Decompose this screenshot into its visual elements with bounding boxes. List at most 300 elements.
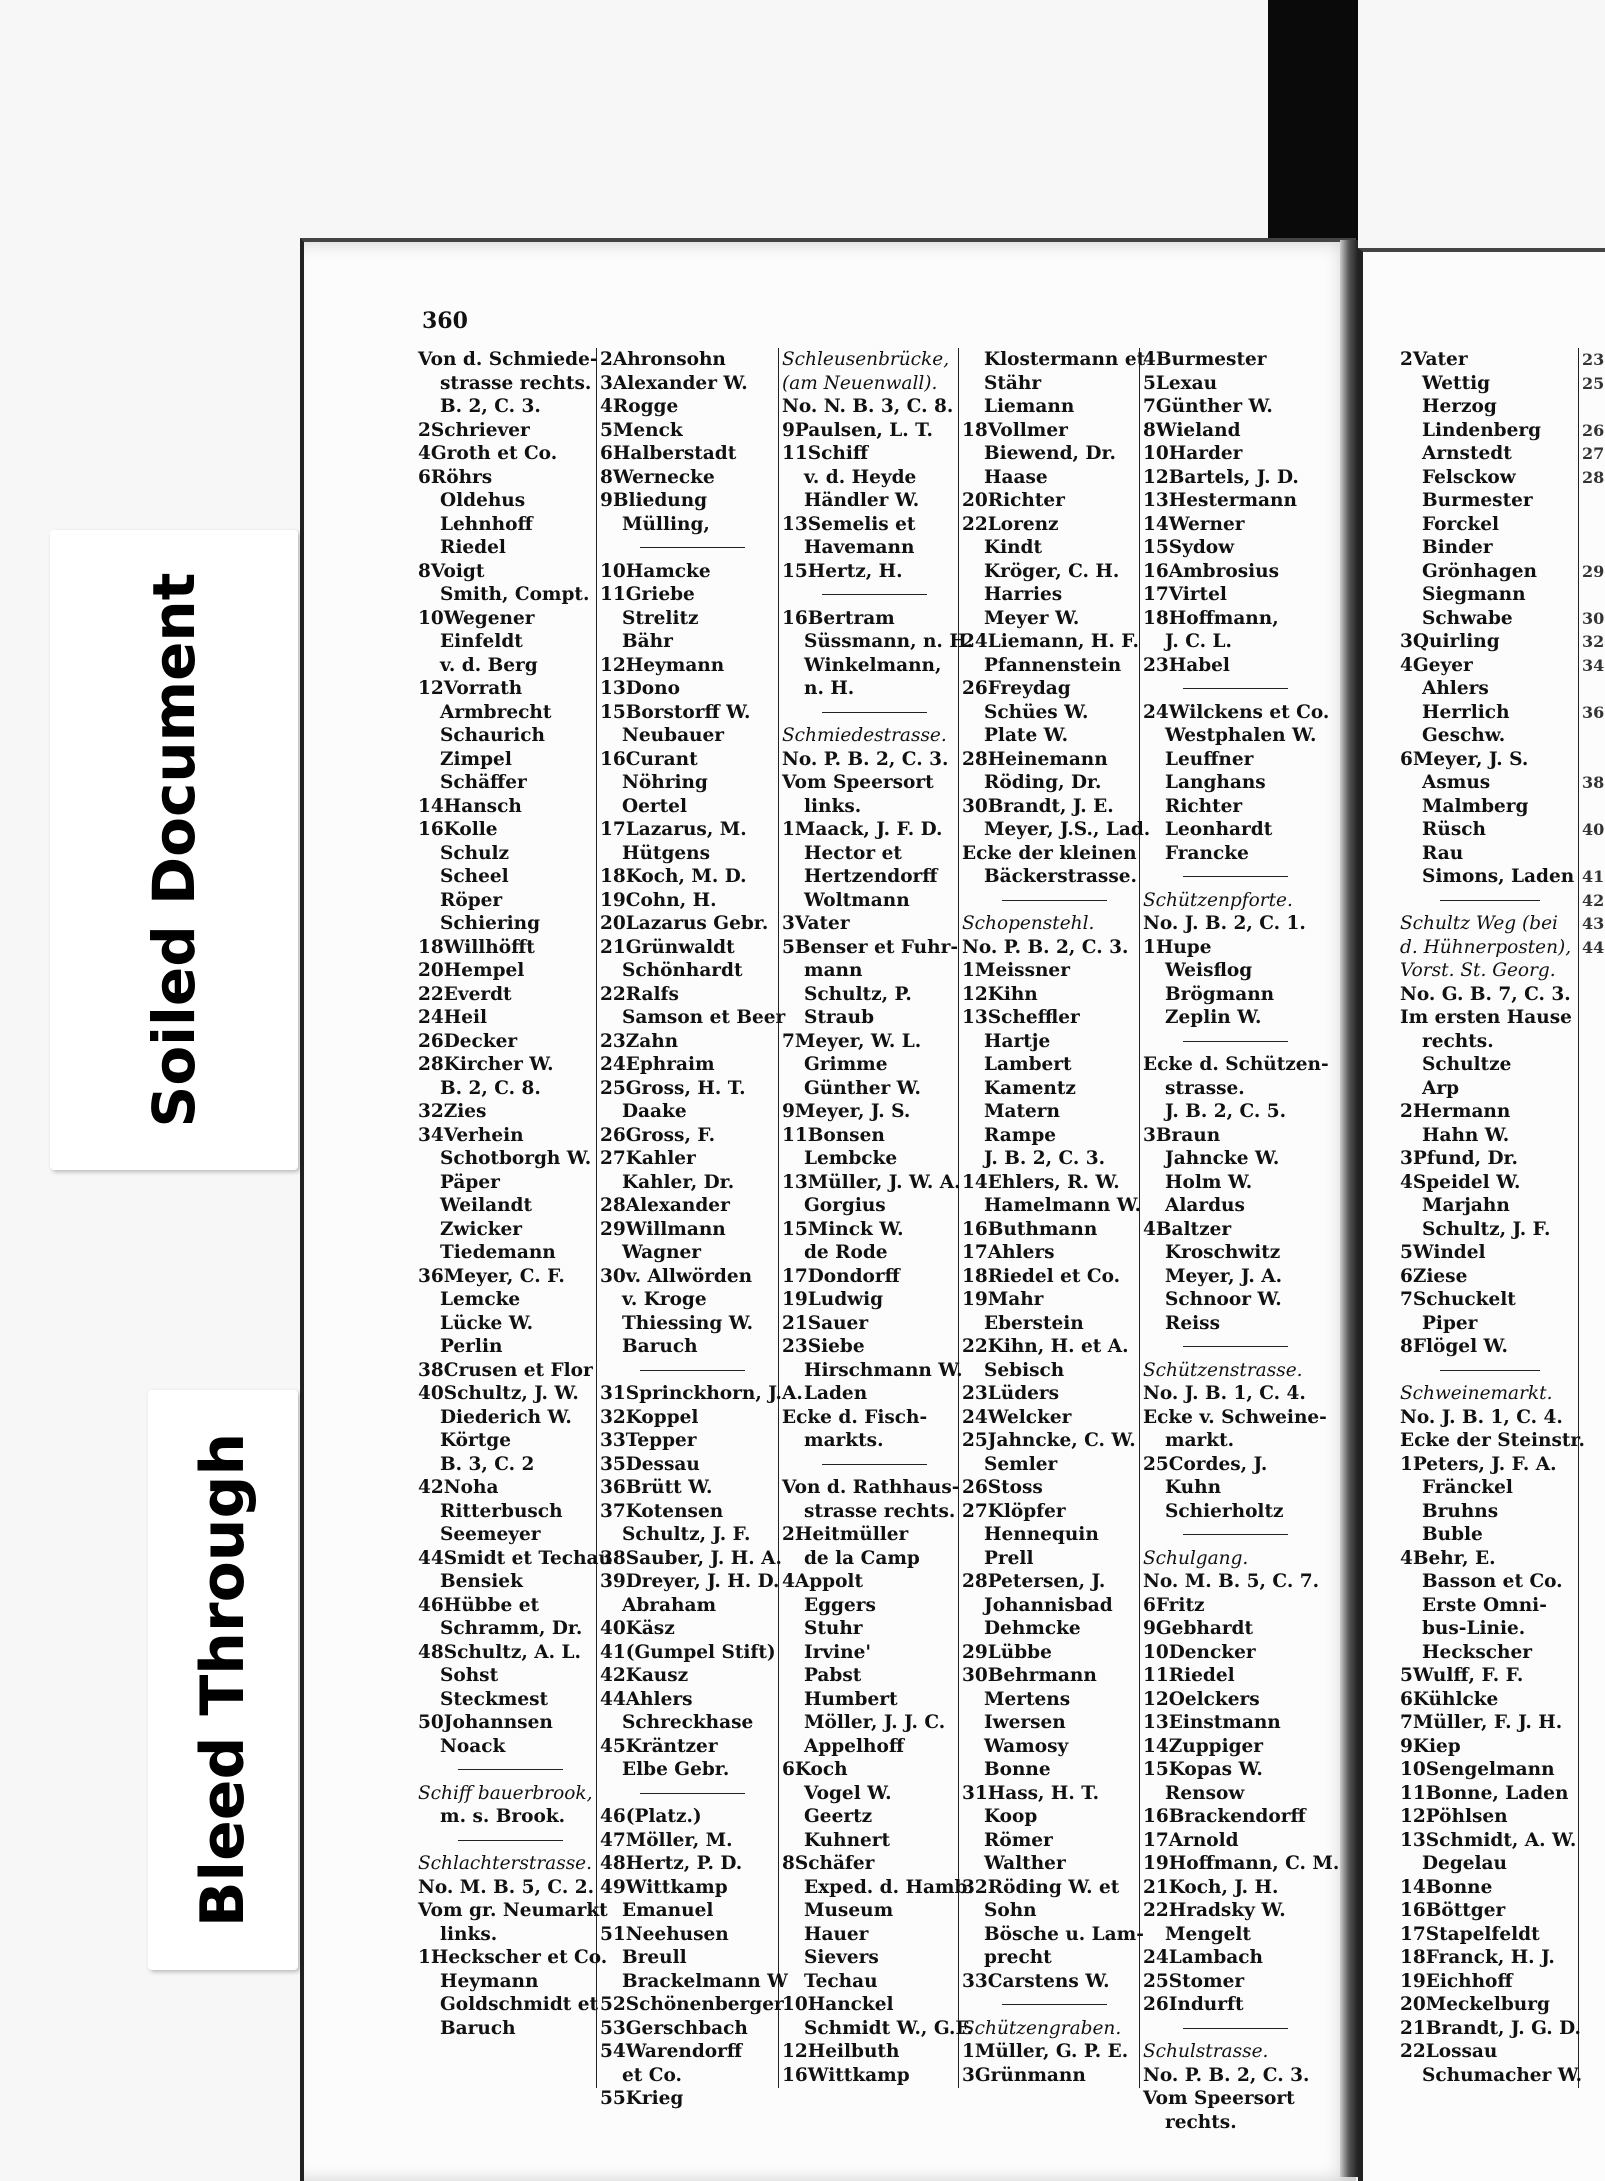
directory-entry: Röding, Dr. xyxy=(984,772,1102,793)
directory-entry: Mülling, xyxy=(622,513,710,535)
soiled-label-text: Soiled Document xyxy=(140,572,208,1128)
directory-entry: 16Wittkamp xyxy=(782,2064,910,2086)
directory-entry: 23Siebe xyxy=(782,1336,865,1357)
directory-entry: Lindenberg xyxy=(1422,419,1542,441)
directory-entry: Fränckel xyxy=(1422,1477,1513,1498)
section-rule xyxy=(600,1359,785,1383)
soiled-document-label xyxy=(50,530,298,1170)
directory-entry: 30Behrmann xyxy=(962,1665,1097,1686)
section-rule xyxy=(1143,2017,1328,2041)
directory-entry: No. M. B. 5, C. 2. xyxy=(418,1876,595,1898)
directory-entry: 40Käsz xyxy=(600,1618,675,1639)
directory-entry: Binder xyxy=(1422,537,1493,558)
directory-entry: links. xyxy=(804,795,862,817)
edge-number xyxy=(1582,842,1604,866)
directory-entry: 41(Gumpel Stift) xyxy=(600,1641,776,1663)
directory-entry: 19Cohn, H. xyxy=(600,889,717,911)
directory-entry: 11Schiff xyxy=(782,443,869,464)
directory-entry: Hertzendorff xyxy=(804,866,938,887)
directory-entry: B. 3, C. 2 xyxy=(440,1453,535,1475)
directory-entry: Schulgang. xyxy=(1143,1547,1249,1569)
directory-entry: Burmester xyxy=(1422,490,1533,511)
directory-entry: 23Lüders xyxy=(962,1383,1060,1404)
edge-number: 43 xyxy=(1582,914,1605,933)
directory-entry: Semler xyxy=(984,1453,1058,1475)
directory-entry: Samson et Beer xyxy=(622,1007,786,1028)
directory-entry: Wettig xyxy=(1422,372,1491,394)
directory-entry: Römer xyxy=(984,1829,1053,1851)
directory-entry: 17Ahlers xyxy=(962,1242,1055,1263)
directory-entry: 19Ludwig xyxy=(782,1289,884,1310)
directory-entry: 22Lorenz xyxy=(962,513,1059,535)
directory-entry: rechts. xyxy=(1422,1030,1494,1052)
directory-entry: markt. xyxy=(1165,1430,1235,1451)
directory-entry: Havemann xyxy=(804,537,915,558)
directory-entry: Schaurich xyxy=(440,725,546,746)
directory-entry: J. C. L. xyxy=(1165,631,1232,652)
directory-entry: Daake xyxy=(622,1101,687,1122)
directory-entry: 39Dreyer, J. H. D. xyxy=(600,1571,780,1592)
edge-number: 23 xyxy=(1582,350,1605,369)
directory-entry: Kuhnert xyxy=(804,1829,891,1851)
directory-entry: strasse rechts. xyxy=(804,1500,956,1522)
directory-entry: Weilandt xyxy=(440,1195,533,1216)
directory-entry: 12Bartels, J. D. xyxy=(1143,466,1299,488)
directory-entry: 16Kolle xyxy=(418,819,498,840)
directory-entry: de Rode xyxy=(804,1242,888,1263)
directory-entry: Hirschmann W. xyxy=(804,1359,963,1381)
bleed-through-label xyxy=(148,1390,298,1970)
directory-entry: 24Ephraim xyxy=(600,1054,715,1075)
directory-entry: 25Cordes, J. xyxy=(1143,1453,1268,1475)
edge-number: 34 xyxy=(1582,655,1605,675)
directory-entry: Schopenstehl. xyxy=(962,913,1095,934)
directory-entry: Matern xyxy=(984,1101,1060,1122)
directory-entry: 14Werner xyxy=(1143,513,1245,535)
directory-entry: de la Camp xyxy=(804,1547,920,1569)
directory-entry: mann xyxy=(804,960,863,981)
directory-entry: Riedel xyxy=(440,537,506,558)
directory-entry: Degelau xyxy=(1422,1853,1507,1874)
edge-number: 26 xyxy=(1582,420,1605,440)
directory-entry: 13Semelis et xyxy=(782,513,916,535)
directory-entry: 11Griebe xyxy=(600,584,695,605)
directory-entry: 8Schäfer xyxy=(782,1853,875,1874)
directory-entry: 5Lexau xyxy=(1143,372,1218,394)
directory-entry: 18Riedel et Co. xyxy=(962,1265,1121,1287)
directory-entry: 27Klöpfer xyxy=(962,1500,1066,1522)
directory-entry: Humbert xyxy=(804,1688,898,1710)
directory-entry: 17Arnold xyxy=(1143,1829,1239,1851)
directory-entry: 36Meyer, C. F. xyxy=(418,1265,565,1287)
directory-entry: strasse. xyxy=(1165,1077,1245,1099)
directory-entry: 18Hoffmann, xyxy=(1143,607,1279,629)
directory-entry: 5Wulff, F. F. xyxy=(1400,1665,1524,1686)
directory-entry: Schnoor W. xyxy=(1165,1289,1282,1310)
directory-entry: 1Maack, J. F. D. xyxy=(782,819,943,840)
directory-entry: Koop xyxy=(984,1806,1038,1827)
directory-entry: 11Riedel xyxy=(1143,1665,1235,1686)
directory-entry: 16Böttger xyxy=(1400,1900,1506,1921)
directory-entry: 2Heitmüller xyxy=(782,1524,909,1545)
directory-entry: Elbe Gebr. xyxy=(622,1759,730,1780)
directory-entry: Francke xyxy=(1165,842,1249,864)
directory-entry: 17Virtel xyxy=(1143,584,1227,605)
directory-entry: 8Wernecke xyxy=(600,466,715,488)
directory-entry: Schlachterstrasse. xyxy=(418,1853,593,1874)
directory-entry: Schumacher W. xyxy=(1422,2064,1583,2086)
directory-entry: Asmus xyxy=(1422,772,1491,793)
directory-entry: 48Schultz, A. L. xyxy=(418,1641,581,1663)
directory-entry: Von d. Schmiede- xyxy=(418,349,598,370)
directory-entry: 49Wittkamp xyxy=(600,1876,728,1898)
directory-entry: 22Hradsky W. xyxy=(1143,1900,1286,1921)
directory-entry: Westphalen W. xyxy=(1165,725,1317,746)
directory-entry: Felsckow xyxy=(1422,466,1516,488)
directory-entry: No. P. B. 2, C. 3. xyxy=(1143,2064,1310,2086)
directory-entry: Jahncke W. xyxy=(1165,1148,1280,1169)
directory-entry: Lembcke xyxy=(804,1148,898,1169)
directory-entry: 1Peters, J. F. A. xyxy=(1400,1453,1557,1475)
directory-entry: Breull xyxy=(622,1947,687,1968)
directory-entry: No. P. B. 2, C. 3. xyxy=(782,748,949,770)
directory-entry: Neubauer xyxy=(622,725,725,746)
directory-entry: 26Decker xyxy=(418,1030,518,1052)
directory-entry: m. s. Brook. xyxy=(440,1806,566,1827)
directory-entry: 6Röhrs xyxy=(418,466,493,488)
section-rule xyxy=(1143,1523,1328,1547)
directory-entry: 33Tepper xyxy=(600,1430,697,1451)
directory-entry: Schützengraben. xyxy=(962,2017,1122,2039)
directory-entry: Brögmann xyxy=(1165,983,1275,1005)
directory-entry: 47Möller, M. xyxy=(600,1829,733,1851)
directory-entry: precht xyxy=(984,1947,1052,1968)
directory-entry: Rampe xyxy=(984,1124,1057,1146)
directory-entry: 12Vorrath xyxy=(418,678,523,699)
section-rule xyxy=(782,583,967,607)
directory-entry: Weisflog xyxy=(1165,960,1253,981)
directory-entry: 5Windel xyxy=(1400,1242,1486,1263)
directory-entry: 38Crusen et Flor xyxy=(418,1359,593,1381)
directory-entry: Herzog xyxy=(1422,396,1497,417)
edge-number: 40 xyxy=(1582,820,1605,839)
directory-entry: Zeplin W. xyxy=(1165,1007,1262,1028)
directory-entry: Laden xyxy=(804,1383,868,1404)
directory-entry: 13Müller, J. W. A. xyxy=(782,1171,961,1193)
directory-entry: Langhans xyxy=(1165,772,1266,793)
directory-entry: Arnstedt xyxy=(1422,443,1512,464)
directory-entry: 12Kihn xyxy=(962,983,1038,1005)
directory-entry: No. P. B. 2, C. 3. xyxy=(962,936,1129,958)
directory-entry: Goldschmidt et xyxy=(440,1994,599,2015)
directory-entry: 6Halberstadt xyxy=(600,443,737,464)
directory-entry: Holm W. xyxy=(1165,1171,1253,1193)
directory-entry: Süssmann, n. H. xyxy=(804,631,974,652)
directory-entry: Buble xyxy=(1422,1524,1483,1545)
directory-entry: Schreckhase xyxy=(622,1712,754,1733)
directory-entry: Herrlich xyxy=(1422,701,1510,723)
edge-number xyxy=(1582,795,1604,819)
directory-entry: Meyer, J.S., Lad. xyxy=(984,819,1151,840)
directory-entry: 40Schultz, J. W. xyxy=(418,1383,579,1404)
directory-entry: Wagner xyxy=(622,1242,702,1263)
directory-entry: Lücke W. xyxy=(440,1312,534,1334)
directory-entry: Schützenstrasse. xyxy=(1143,1359,1303,1381)
directory-entry: Dehmcke xyxy=(984,1618,1081,1639)
directory-entry: Hector et xyxy=(804,842,902,864)
directory-entry: Grimme xyxy=(804,1054,888,1075)
edge-number: 41 xyxy=(1582,867,1605,886)
edge-number xyxy=(1582,677,1604,701)
directory-entry: 42Noha xyxy=(418,1477,499,1498)
directory-entry: 13Einstmann xyxy=(1143,1712,1281,1733)
directory-entry: 6Meyer, J. S. xyxy=(1400,748,1529,770)
directory-entry: Leonhardt xyxy=(1165,819,1273,840)
directory-entry: Haase xyxy=(984,466,1048,488)
directory-entry: B. 2, C. 8. xyxy=(440,1077,541,1099)
directory-entry: Röper xyxy=(440,889,503,911)
directory-entry: Pfannenstein xyxy=(984,654,1122,676)
directory-entry: Richter xyxy=(1165,795,1243,817)
directory-entry: No. J. B. 2, C. 1. xyxy=(1143,913,1306,934)
directory-entry: Thiessing W. xyxy=(622,1312,754,1334)
directory-entry: 9Gebhardt xyxy=(1143,1618,1254,1639)
edge-number: 30 xyxy=(1582,608,1605,628)
directory-entry: d. Hühnerposten), xyxy=(1400,936,1572,958)
directory-entry: Kahler, Dr. xyxy=(622,1171,735,1193)
directory-entry: 1Heckscher et Co. xyxy=(418,1947,608,1968)
directory-entry: Vom Speersort xyxy=(782,772,934,793)
directory-entry: 2Schriever xyxy=(418,419,530,441)
edge-number xyxy=(1582,395,1604,419)
directory-entry: 17Stapelfeldt xyxy=(1400,1923,1540,1945)
directory-entry: Hamelmann W. xyxy=(984,1195,1142,1216)
directory-entry: 26Freydag xyxy=(962,678,1071,699)
directory-entry: Kroschwitz xyxy=(1165,1242,1281,1263)
directory-entry: 11Bonne, Laden xyxy=(1400,1782,1569,1804)
directory-entry: 7Müller, F. J. H. xyxy=(1400,1712,1563,1733)
directory-entry: Pabst xyxy=(804,1665,862,1686)
directory-entry: Kuhn xyxy=(1165,1477,1222,1498)
directory-entry: 51Neehusen xyxy=(600,1923,729,1945)
directory-entry: 9Kiep xyxy=(1400,1735,1461,1757)
directory-entry: 22Everdt xyxy=(418,983,512,1005)
directory-entry: Biewend, Dr. xyxy=(984,443,1116,464)
directory-entry: No. J. B. 1, C. 4. xyxy=(1400,1406,1563,1428)
directory-column-3 xyxy=(782,348,974,2087)
directory-entry: Stähr xyxy=(984,372,1042,394)
bleed-label-text: Bleed Through xyxy=(188,1432,258,1928)
directory-entry: 15Minck W. xyxy=(782,1218,904,1240)
directory-entry: Schulstrasse. xyxy=(1143,2041,1269,2062)
directory-entry: B. 2, C. 3. xyxy=(440,396,541,417)
directory-entry: Schramm, Dr. xyxy=(440,1618,583,1639)
directory-entry: Ecke der kleinen xyxy=(962,842,1137,864)
directory-entry: Piper xyxy=(1422,1312,1478,1334)
directory-entry: 31Hass, H. T. xyxy=(962,1782,1100,1804)
directory-entry: 34Verhein xyxy=(418,1124,524,1146)
edge-number xyxy=(1582,748,1604,772)
edge-number: 29 xyxy=(1582,561,1605,581)
directory-entry: 10Hamcke xyxy=(600,560,711,582)
directory-entry: Kamentz xyxy=(984,1077,1076,1099)
directory-entry: Schützenpforte. xyxy=(1143,889,1293,911)
directory-entry: 23Zahn xyxy=(600,1030,679,1052)
directory-entry: 37Kotensen xyxy=(600,1500,724,1522)
directory-entry: 25Stomer xyxy=(1143,1970,1245,1992)
directory-entry: Hartje xyxy=(984,1030,1051,1052)
directory-entry: Mertens xyxy=(984,1688,1071,1710)
directory-entry: No. N. B. 3, C. 8. xyxy=(782,396,954,417)
edge-number: 27 xyxy=(1582,444,1605,463)
directory-entry: 1Meissner xyxy=(962,960,1070,981)
directory-entry: 1Müller, G. P. E. xyxy=(962,2041,1129,2062)
directory-entry: 10Dencker xyxy=(1143,1641,1256,1663)
directory-entry: 24Wilckens et Co. xyxy=(1143,701,1330,723)
directory-entry: Schultz, P. xyxy=(804,983,912,1005)
directory-entry: Eberstein xyxy=(984,1312,1084,1334)
directory-entry: Schiff bauerbrook, xyxy=(418,1782,593,1804)
right-edge-numbers xyxy=(1582,348,1604,959)
directory-entry: 25Gross, H. T. xyxy=(600,1077,746,1099)
directory-entry: 24Welcker xyxy=(962,1406,1072,1428)
section-rule xyxy=(1143,677,1328,701)
directory-entry: 21Sauer xyxy=(782,1312,869,1334)
directory-entry: Smith, Compt. xyxy=(440,584,590,605)
directory-entry: Exped. d. Hamb. xyxy=(804,1876,974,1898)
directory-entry: rechts. xyxy=(1165,2111,1237,2133)
section-rule xyxy=(782,701,967,725)
directory-entry: Schweinemarkt. xyxy=(1400,1383,1553,1404)
directory-entry: Ecke d. Fisch- xyxy=(782,1406,928,1428)
directory-entry: 26Indurft xyxy=(1143,1994,1244,2015)
directory-entry: Schmidt W., G.F. xyxy=(804,2017,974,2039)
directory-entry: Lambert xyxy=(984,1054,1072,1075)
black-bar xyxy=(1268,0,1358,240)
directory-entry: 50Johannsen xyxy=(418,1712,553,1733)
directory-entry: Tiedemann xyxy=(440,1242,556,1263)
directory-entry: Klostermann et xyxy=(984,349,1146,370)
directory-entry: Wamosy xyxy=(984,1735,1069,1757)
directory-entry: 19Eichhoff xyxy=(1400,1970,1513,1992)
directory-entry: 3Quirling xyxy=(1400,631,1500,652)
directory-entry: v. d. Heyde xyxy=(804,466,917,488)
directory-entry: 15Hertz, H. xyxy=(782,560,903,582)
section-rule xyxy=(782,1453,967,1477)
section-rule xyxy=(962,1993,1147,2017)
edge-number: 38 xyxy=(1582,773,1605,792)
directory-entry: n. H. xyxy=(804,678,855,699)
directory-entry: Bonne xyxy=(984,1759,1051,1780)
directory-entry: Erste Omni- xyxy=(1422,1594,1547,1616)
directory-entry: 5Benser et Fuhr- xyxy=(782,936,958,958)
directory-entry: 30Brandt, J. E. xyxy=(962,795,1114,817)
directory-entry: Schües W. xyxy=(984,701,1089,723)
directory-entry: 32Röding W. et xyxy=(962,1876,1120,1898)
directory-entry: Armbrecht xyxy=(440,701,552,723)
directory-entry: Rensow xyxy=(1165,1782,1245,1804)
directory-entry: Hütgens xyxy=(622,842,711,864)
directory-entry: 13Scheffler xyxy=(962,1007,1080,1028)
directory-entry: Ecke d. Schützen- xyxy=(1143,1054,1329,1075)
directory-entry: Grönhagen xyxy=(1422,560,1537,582)
directory-entry: Strelitz xyxy=(622,607,699,629)
directory-entry: Johannisbad xyxy=(984,1594,1113,1616)
directory-entry: 14Zuppiger xyxy=(1143,1735,1264,1757)
directory-entry: 22Kihn, H. et A. xyxy=(962,1336,1129,1357)
section-rule xyxy=(1143,1335,1328,1359)
directory-entry: Bäckerstrasse. xyxy=(984,866,1137,887)
directory-entry: Baruch xyxy=(622,1336,698,1357)
directory-entry: 7Meyer, W. L. xyxy=(782,1030,922,1052)
directory-entry: 8Wieland xyxy=(1143,419,1241,441)
directory-entry: 16Brackendorff xyxy=(1143,1806,1306,1827)
directory-entry: 19Hoffmann, C. M. xyxy=(1143,1853,1340,1874)
directory-entry: Meyer W. xyxy=(984,607,1080,629)
directory-entry: 6Kühlcke xyxy=(1400,1688,1499,1710)
directory-entry: 10Wegener xyxy=(418,607,535,629)
directory-entry: Vorst. St. Georg. xyxy=(1400,960,1556,981)
directory-entry: Sohst xyxy=(440,1665,499,1686)
directory-entry: 6Ziese xyxy=(1400,1265,1468,1287)
directory-entry: 18Willhöfft xyxy=(418,936,535,958)
section-rule xyxy=(418,1758,603,1782)
directory-entry: (am Neuenwall). xyxy=(782,372,938,394)
directory-entry: 22Ralfs xyxy=(600,983,679,1005)
directory-entry: No. G. B. 7, C. 3. xyxy=(1400,983,1571,1005)
directory-entry: 24Liemann, H. F. xyxy=(962,631,1139,652)
directory-entry: 35Dessau xyxy=(600,1453,700,1475)
directory-entry: 15Sydow xyxy=(1143,537,1235,558)
directory-entry: 28Heinemann xyxy=(962,748,1108,770)
directory-entry: Museum xyxy=(804,1900,894,1921)
directory-entry: Plate W. xyxy=(984,725,1069,746)
directory-entry: Schiering xyxy=(440,913,541,934)
directory-entry: 54Warendorff xyxy=(600,2041,743,2062)
directory-entry: 7Schuckelt xyxy=(1400,1289,1516,1310)
edge-number: 36 xyxy=(1582,702,1605,722)
directory-entry: 22Lossau xyxy=(1400,2041,1498,2062)
edge-number: 25 xyxy=(1582,373,1605,393)
directory-entry: 19Mahr xyxy=(962,1289,1044,1310)
directory-entry: 1Hupe xyxy=(1143,936,1212,958)
directory-entry: Vogel W. xyxy=(804,1782,892,1804)
directory-entry: 14Hansch xyxy=(418,795,522,817)
directory-entry: 32Zies xyxy=(418,1101,487,1122)
edge-number xyxy=(1582,536,1604,560)
directory-entry: 3Pfund, Dr. xyxy=(1400,1148,1518,1169)
directory-entry: Hahn W. xyxy=(1422,1124,1510,1146)
directory-entry: markts. xyxy=(804,1430,884,1451)
directory-entry: bus-Linie. xyxy=(1422,1618,1526,1639)
directory-entry: Ecke der Steinstr. xyxy=(1400,1430,1585,1451)
section-rule xyxy=(600,1782,785,1806)
directory-entry: Kröger, C. H. xyxy=(984,560,1120,582)
directory-entry: Rau xyxy=(1422,842,1464,864)
section-rule xyxy=(962,889,1147,913)
directory-entry: 4Geyer xyxy=(1400,654,1473,676)
directory-entry: 31Sprinckhorn, J.A. xyxy=(600,1383,803,1404)
directory-entry: 6Koch xyxy=(782,1759,848,1780)
directory-entry: 4Groth et Co. xyxy=(418,443,558,464)
directory-entry: 12Heilbuth xyxy=(782,2041,900,2062)
directory-entry: 48Hertz, P. D. xyxy=(600,1853,743,1874)
directory-entry: 14Bonne xyxy=(1400,1876,1493,1898)
directory-entry: 13Schmidt, A. W. xyxy=(1400,1829,1577,1851)
directory-entry: 15Kopas W. xyxy=(1143,1759,1263,1780)
directory-entry: 20Hempel xyxy=(418,960,525,981)
directory-entry: 44Ahlers xyxy=(600,1688,693,1710)
